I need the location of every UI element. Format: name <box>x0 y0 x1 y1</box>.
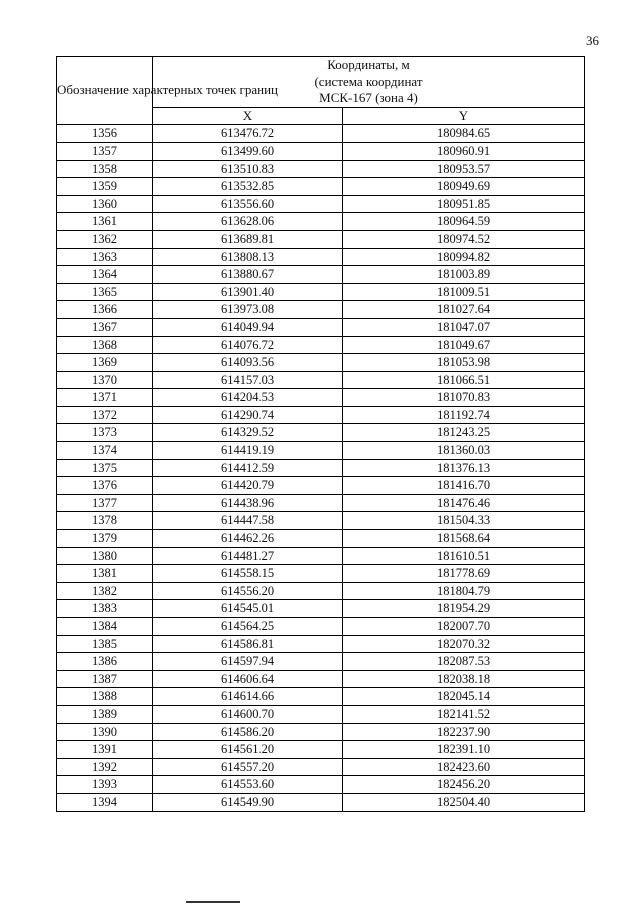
table-row <box>57 653 585 671</box>
table-row <box>57 354 585 372</box>
y-coordinate-cell: 181070.83 <box>343 389 585 407</box>
y-coordinate-cell: 181192.74 <box>343 406 585 424</box>
y-coordinate-cell: 182391.10 <box>343 741 585 759</box>
x-coordinate-cell: 614049.94 <box>153 318 343 336</box>
point-number-cell: 1367 <box>57 318 153 336</box>
y-coordinate-cell: 181066.51 <box>343 371 585 389</box>
y-coordinate-cell: 181047.07 <box>343 318 585 336</box>
x-coordinate-cell: 613689.81 <box>153 230 343 248</box>
y-coordinate-cell: 182237.90 <box>343 723 585 741</box>
table-row <box>57 459 585 477</box>
y-coordinate-cell: 180974.52 <box>343 230 585 248</box>
y-coordinate-cell: 182141.52 <box>343 705 585 723</box>
y-coordinate-cell: 180960.91 <box>343 142 585 160</box>
point-number-cell: 1387 <box>57 670 153 688</box>
table-row <box>57 336 585 354</box>
point-number-cell: 1363 <box>57 248 153 266</box>
y-coordinate-cell: 181778.69 <box>343 565 585 583</box>
point-number-cell: 1371 <box>57 389 153 407</box>
coordinates-table <box>56 56 585 812</box>
point-number-cell: 1368 <box>57 336 153 354</box>
table-row <box>57 178 585 196</box>
table-body <box>57 125 585 811</box>
table-row <box>57 371 585 389</box>
point-number-cell: 1392 <box>57 758 153 776</box>
table-row <box>57 723 585 741</box>
x-coordinate-cell: 614447.58 <box>153 512 343 530</box>
x-coordinate-cell: 614557.20 <box>153 758 343 776</box>
y-coordinate-cell: 181360.03 <box>343 442 585 460</box>
table-row <box>57 530 585 548</box>
x-coordinate-cell: 614290.74 <box>153 406 343 424</box>
point-number-cell: 1391 <box>57 741 153 759</box>
y-coordinate-cell: 180964.59 <box>343 213 585 231</box>
y-coordinate-cell: 180984.65 <box>343 125 585 143</box>
point-number-cell: 1383 <box>57 600 153 618</box>
table-row <box>57 406 585 424</box>
point-number-cell: 1373 <box>57 424 153 442</box>
y-coordinate-cell: 181243.25 <box>343 424 585 442</box>
table-row <box>57 301 585 319</box>
point-number-cell: 1361 <box>57 213 153 231</box>
x-coordinate-cell: 613556.60 <box>153 195 343 213</box>
x-coordinate-cell: 613973.08 <box>153 301 343 319</box>
point-number-cell: 1360 <box>57 195 153 213</box>
table-row <box>57 389 585 407</box>
table-row <box>57 618 585 636</box>
footer-rule <box>186 901 240 903</box>
x-coordinate-cell: 614586.81 <box>153 635 343 653</box>
x-coordinate-cell: 614556.20 <box>153 582 343 600</box>
point-number-cell: 1358 <box>57 160 153 178</box>
table-row <box>57 160 585 178</box>
y-coordinate-cell: 181504.33 <box>343 512 585 530</box>
y-coordinate-cell: 181954.29 <box>343 600 585 618</box>
point-number-cell: 1378 <box>57 512 153 530</box>
x-coordinate-cell: 614561.20 <box>153 741 343 759</box>
point-number-cell: 1366 <box>57 301 153 319</box>
point-number-cell: 1377 <box>57 494 153 512</box>
y-coordinate-cell: 180951.85 <box>343 195 585 213</box>
table-row <box>57 512 585 530</box>
x-coordinate-cell: 614545.01 <box>153 600 343 618</box>
y-coordinate-cell: 181027.64 <box>343 301 585 319</box>
y-coordinate-cell: 182007.70 <box>343 618 585 636</box>
x-coordinate-cell: 613476.72 <box>153 125 343 143</box>
y-coordinate-cell: 181804.79 <box>343 582 585 600</box>
x-coordinate-cell: 613628.06 <box>153 213 343 231</box>
point-number-cell: 1388 <box>57 688 153 706</box>
x-coordinate-cell: 614204.53 <box>153 389 343 407</box>
point-number-cell: 1372 <box>57 406 153 424</box>
table-row <box>57 318 585 336</box>
point-number-cell: 1393 <box>57 776 153 794</box>
point-number-cell: 1379 <box>57 530 153 548</box>
y-coordinate-cell: 181009.51 <box>343 283 585 301</box>
x-coordinate-cell: 614597.94 <box>153 653 343 671</box>
table-row <box>57 705 585 723</box>
y-coordinate-cell: 182423.60 <box>343 758 585 776</box>
point-number-cell: 1389 <box>57 705 153 723</box>
table-row <box>57 494 585 512</box>
x-coordinate-cell: 613808.13 <box>153 248 343 266</box>
point-number-cell: 1365 <box>57 283 153 301</box>
x-coordinate-cell: 614157.03 <box>153 371 343 389</box>
table-row <box>57 741 585 759</box>
point-number-cell: 1356 <box>57 125 153 143</box>
point-number-cell: 1386 <box>57 653 153 671</box>
x-coordinate-cell: 613901.40 <box>153 283 343 301</box>
point-number-cell: 1394 <box>57 793 153 811</box>
table-row <box>57 582 585 600</box>
y-coordinate-cell: 180949.69 <box>343 178 585 196</box>
point-number-cell: 1374 <box>57 442 153 460</box>
table-row <box>57 547 585 565</box>
table-row <box>57 424 585 442</box>
y-coordinate-cell: 181049.67 <box>343 336 585 354</box>
x-coordinate-cell: 614420.79 <box>153 477 343 495</box>
y-coordinate-cell: 181610.51 <box>343 547 585 565</box>
point-number-cell: 1369 <box>57 354 153 372</box>
point-number-cell: 1376 <box>57 477 153 495</box>
header-coordinates-line: (система координат <box>314 73 423 89</box>
y-coordinate-cell: 180953.57 <box>343 160 585 178</box>
point-number-cell: 1359 <box>57 178 153 196</box>
x-coordinate-cell: 614600.70 <box>153 705 343 723</box>
x-coordinate-cell: 613499.60 <box>153 142 343 160</box>
table-row <box>57 758 585 776</box>
x-coordinate-cell: 614093.56 <box>153 354 343 372</box>
point-number-cell: 1390 <box>57 723 153 741</box>
table-row <box>57 283 585 301</box>
y-coordinate-cell: 182087.53 <box>343 653 585 671</box>
table-row <box>57 195 585 213</box>
y-coordinate-cell: 182504.40 <box>343 793 585 811</box>
point-number-cell: 1382 <box>57 582 153 600</box>
x-coordinate-cell: 614462.26 <box>153 530 343 548</box>
point-number-cell: 1362 <box>57 230 153 248</box>
y-coordinate-cell: 181476.46 <box>343 494 585 512</box>
y-coordinate-cell: 181568.64 <box>343 530 585 548</box>
x-coordinate-cell: 614586.20 <box>153 723 343 741</box>
y-coordinate-cell: 181376.13 <box>343 459 585 477</box>
y-coordinate-cell: 182038.18 <box>343 670 585 688</box>
point-number-cell: 1357 <box>57 142 153 160</box>
header-coordinates-line: Координаты, м <box>327 57 410 72</box>
point-number-cell: 1381 <box>57 565 153 583</box>
table-row <box>57 142 585 160</box>
y-coordinate-cell: 182070.32 <box>343 635 585 653</box>
table-row <box>57 125 585 143</box>
x-coordinate-cell: 614076.72 <box>153 336 343 354</box>
y-coordinate-cell: 182456.20 <box>343 776 585 794</box>
x-coordinate-cell: 614564.25 <box>153 618 343 636</box>
x-coordinate-cell: 614549.90 <box>153 793 343 811</box>
header-y: Y <box>343 107 585 125</box>
page-number: 36 <box>586 33 599 48</box>
point-number-cell: 1384 <box>57 618 153 636</box>
table-row <box>57 600 585 618</box>
y-coordinate-cell: 180994.82 <box>343 248 585 266</box>
x-coordinate-cell: 614419.19 <box>153 442 343 460</box>
x-coordinate-cell: 614614.66 <box>153 688 343 706</box>
table-row <box>57 776 585 794</box>
x-coordinate-cell: 613880.67 <box>153 266 343 284</box>
point-number-cell: 1385 <box>57 635 153 653</box>
x-coordinate-cell: 614481.27 <box>153 547 343 565</box>
table-row <box>57 635 585 653</box>
table-row <box>57 688 585 706</box>
header-coordinates-line: МСК-167 (зона 4) <box>319 90 418 106</box>
table-row <box>57 670 585 688</box>
point-number-cell: 1375 <box>57 459 153 477</box>
table-row <box>57 248 585 266</box>
y-coordinate-cell: 181416.70 <box>343 477 585 495</box>
point-number-cell: 1380 <box>57 547 153 565</box>
y-coordinate-cell: 182045.14 <box>343 688 585 706</box>
header-point-designation: Обозначение характерных точек границ <box>57 57 153 125</box>
table-row <box>57 565 585 583</box>
x-coordinate-cell: 614329.52 <box>153 424 343 442</box>
table-row <box>57 213 585 231</box>
x-coordinate-cell: 613532.85 <box>153 178 343 196</box>
header-x: X <box>153 107 343 125</box>
x-coordinate-cell: 614438.96 <box>153 494 343 512</box>
x-coordinate-cell: 614606.64 <box>153 670 343 688</box>
point-number-cell: 1364 <box>57 266 153 284</box>
table-row <box>57 230 585 248</box>
table-row <box>57 442 585 460</box>
table-row <box>57 793 585 811</box>
x-coordinate-cell: 614412.59 <box>153 459 343 477</box>
x-coordinate-cell: 614553.60 <box>153 776 343 794</box>
x-coordinate-cell: 613510.83 <box>153 160 343 178</box>
x-coordinate-cell: 614558.15 <box>153 565 343 583</box>
y-coordinate-cell: 181053.98 <box>343 354 585 372</box>
table-row <box>57 477 585 495</box>
table-row <box>57 266 585 284</box>
table-header-row <box>57 57 585 108</box>
y-coordinate-cell: 181003.89 <box>343 266 585 284</box>
point-number-cell: 1370 <box>57 371 153 389</box>
